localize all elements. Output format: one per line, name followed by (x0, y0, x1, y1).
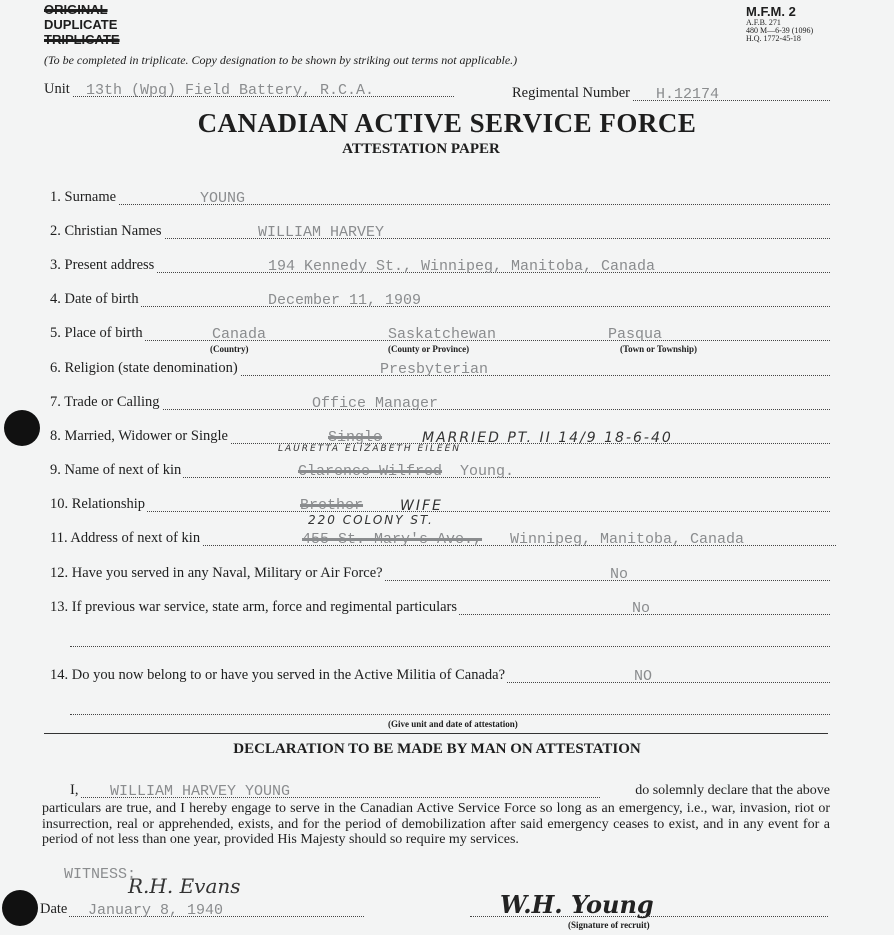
regimental-number-value: H.12174 (656, 86, 720, 103)
field-label: 11. Address of next of kin (50, 530, 201, 546)
divider (44, 733, 828, 734)
field-value: YOUNG (200, 190, 246, 207)
form-codes (746, 19, 813, 43)
field-christian-names (50, 222, 830, 242)
handwritten-value: WIFE (400, 498, 443, 514)
field-value: 194 Kennedy St., Winnipeg, Manitoba, Canada (268, 258, 656, 275)
declaration-name-line (70, 781, 830, 801)
caption-country: (Country) (210, 344, 249, 354)
field-value: Office Manager (312, 395, 439, 412)
handwritten-kin-address: 220 COLONY ST. (308, 513, 434, 527)
struck-value: Brother (300, 497, 364, 514)
field-label: 4. Date of birth (50, 291, 139, 307)
field-value: No (610, 566, 629, 583)
field-present-address (50, 256, 830, 276)
birth-town: Pasqua (608, 326, 663, 343)
field-surname (50, 188, 830, 208)
field-value: Young. (460, 463, 515, 480)
declaration-title: DECLARATION TO BE MADE BY MAN ON ATTESTATION (233, 741, 641, 757)
form-mfm: M.F.M. 2 (746, 4, 796, 19)
field-label: 9. Name of next of kin (50, 462, 182, 478)
punch-hole (4, 410, 40, 446)
field-label: 8. Married, Widower or Single (50, 428, 228, 444)
signature-line (470, 916, 828, 917)
declaration-body: particulars are true, and I hereby engage to serve in the Canadian Active Service Force so long as an emergency, i.e., war, invasion, riot or insurrection, real or apprehended, exists, and for the period of demobilization after said emergency ceases to exist, and in any event for a period of not less than one year, provided His Majesty should so require my services. (42, 801, 830, 847)
regimental-number-field (512, 84, 830, 104)
unit-value: 13th (Wpg) Field Battery, R.C.A. (86, 82, 375, 99)
caption-province: (County or Province) (388, 344, 470, 354)
declarant-name: WILLIAM HARVEY YOUNG (110, 783, 291, 800)
field-value: No (632, 600, 651, 617)
form-hq: H.Q. 1772-45-18 (746, 34, 801, 43)
declaration-i: I, (70, 782, 79, 798)
militia-caption: (Give unit and date of attestation) (388, 719, 518, 729)
copy-duplicate: DUPLICATE (44, 17, 118, 32)
field-label: 12. Have you served in any Naval, Military or Air Force? (50, 565, 383, 581)
field-label: 7. Trade or Calling (50, 394, 160, 410)
field-label: 1. Surname (50, 189, 117, 205)
struck-value: Single (328, 429, 383, 446)
field-next-of-kin (50, 461, 830, 481)
field-militia (50, 666, 830, 686)
page-subtitle: ATTESTATION PAPER (342, 141, 500, 157)
field-date-of-birth (50, 290, 830, 310)
field-place-of-birth (50, 324, 830, 344)
birth-province: Saskatchewan (388, 326, 497, 343)
form-print: 480 M—6-39 (1096) (746, 26, 814, 35)
signature-caption: (Signature of recruit) (568, 920, 650, 930)
field-religion (50, 359, 830, 379)
field-label: 10. Relationship (50, 496, 146, 512)
witness-signature: R.H. Evans (128, 874, 241, 898)
field-label: 3. Present address (50, 257, 155, 273)
recruit-signature: W.H. Young (500, 890, 654, 919)
copy-triplicate: TRIPLICATE (44, 32, 120, 47)
punch-hole (2, 890, 38, 926)
field-label: 2. Christian Names (50, 223, 162, 239)
instruction: (To be completed in triplicate. Copy designation to be shown by striking out terms not applicable.) (44, 53, 518, 67)
handwritten-value: MARRIED PT. II 14/9 18-6-40 (422, 430, 673, 446)
blank-line (70, 714, 830, 715)
birth-country: Canada (212, 326, 267, 343)
form-afb: A.F.B. 271 (746, 18, 781, 27)
field-trade (50, 393, 830, 413)
date-field (40, 900, 364, 920)
field-served (50, 564, 830, 584)
field-relationship (50, 495, 830, 515)
field-label: 5. Place of birth (50, 325, 143, 341)
copy-original: ORIGINAL (44, 2, 108, 17)
handwritten-kin-name: LAURETTA ELIZABETH EILEEN (278, 444, 462, 454)
date-label: Date (40, 901, 68, 917)
regimental-number-label: Regimental Number (512, 85, 630, 101)
witness-label: WITNESS: (64, 866, 137, 883)
field-previous-service (50, 598, 830, 618)
blank-line (70, 646, 830, 647)
declaration-line1-end: do solemnly declare that the above (635, 783, 830, 798)
caption-town: (Town or Township) (620, 344, 698, 354)
unit-label: Unit (44, 81, 70, 97)
field-value: December 11, 1909 (268, 292, 422, 309)
field-kin-address (50, 529, 836, 549)
struck-value: 455 St. Mary's Ave., (302, 531, 483, 548)
field-label: 14. Do you now belong to or have you served in the Active Militia of Canada? (50, 667, 506, 683)
field-value: Presbyterian (380, 361, 489, 378)
page-title: CANADIAN ACTIVE SERVICE FORCE (197, 108, 697, 138)
struck-value: Clarence Wilfred (298, 463, 443, 480)
field-value: WILLIAM HARVEY (258, 224, 385, 241)
field-label: 13. If previous war service, state arm, force and regimental particulars (50, 599, 458, 615)
field-label: 6. Religion (state denomination) (50, 360, 238, 376)
field-value: NO (634, 668, 653, 685)
unit-field (44, 80, 454, 100)
field-value: Winnipeg, Manitoba, Canada (510, 531, 745, 548)
date-value: January 8, 1940 (88, 902, 224, 919)
